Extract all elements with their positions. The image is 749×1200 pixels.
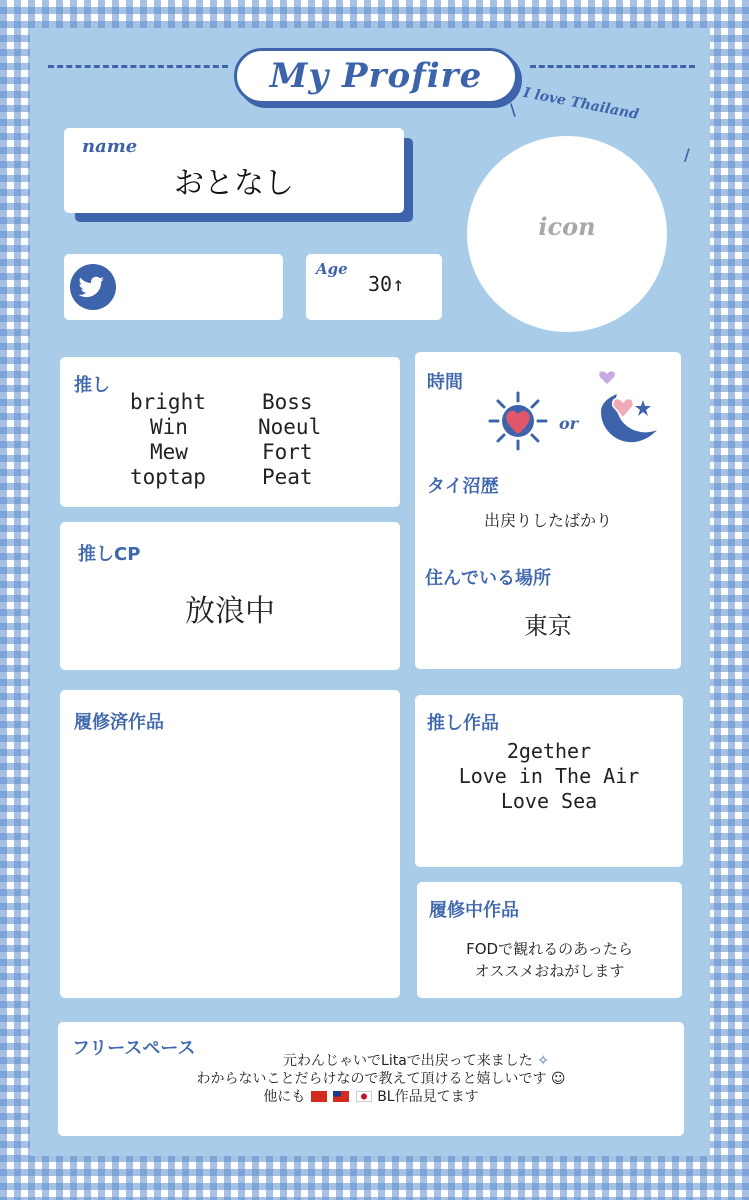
oshi-item: toptap <box>130 465 206 489</box>
free-space-line: 他にも <box>263 1089 306 1105</box>
oshi-list <box>130 390 330 490</box>
watching-works-title: 履修中作品 <box>429 900 519 921</box>
thai-history-value: 出戻りしたばかり <box>483 511 612 530</box>
residence-title: 住んでいる場所 <box>425 568 551 589</box>
completed-works-card <box>60 690 400 998</box>
avatar-placeholder-label: icon <box>538 212 596 241</box>
tagline-slash-left: \ <box>510 100 516 119</box>
sparkle-icon: ✧ <box>537 1053 549 1069</box>
time-history-residence-card <box>415 352 681 669</box>
free-space-text <box>58 1052 684 1106</box>
oshi-item: bright <box>130 390 206 414</box>
smile-icon: ☺ <box>550 1071 566 1087</box>
watching-works-text <box>417 938 682 982</box>
favorite-work-item: 2gether <box>506 739 592 763</box>
oshi-item: Mew <box>150 440 188 464</box>
flag-china-icon <box>311 1091 327 1102</box>
free-space-line: わからないことだらけなので教えて頂けると嬉しいです <box>196 1071 547 1087</box>
free-space-line: BL作品見てます <box>377 1089 479 1105</box>
oshi-item: Peat <box>262 465 313 489</box>
twitter-card <box>64 254 283 320</box>
name-label: name <box>82 136 138 157</box>
completed-works-title: 履修済作品 <box>74 712 164 733</box>
favorite-works-title: 推し作品 <box>427 713 499 734</box>
free-space-line: 元わんじゃいでLitaで出戻って来ました <box>283 1053 533 1069</box>
header-dashed-line-left <box>48 65 228 68</box>
time-or-label: or <box>559 414 579 433</box>
oshi-cp-value: 放浪中 <box>185 594 275 629</box>
residence-value: 東京 <box>524 612 572 640</box>
watching-works-line: オススメおねがします <box>474 962 625 980</box>
header-dashed-line-right <box>530 65 695 68</box>
free-space-card <box>58 1022 684 1136</box>
watching-works-line: FODで観れるのあったら <box>466 940 633 958</box>
flag-taiwan-icon <box>333 1091 349 1102</box>
favorite-works-list <box>415 739 683 814</box>
name-card <box>64 128 404 213</box>
oshi-item: Noeul <box>258 415 322 439</box>
age-value: 30↑ <box>368 272 405 296</box>
page-title: My Profire <box>234 48 518 104</box>
favorite-works-card <box>415 695 683 867</box>
name-value: おとなし <box>174 166 294 201</box>
oshi-item: Boss <box>262 390 313 414</box>
sun-icon <box>487 390 549 452</box>
free-space-title: フリースペース <box>72 1038 196 1059</box>
oshi-title: 推し <box>74 375 110 396</box>
tagline-slash-right: / <box>684 145 690 164</box>
tagline: I love Thailand <box>521 84 641 123</box>
favorite-work-item: Love Sea <box>500 789 598 813</box>
flag-korea-icon <box>356 1091 372 1102</box>
thai-history-title: タイ沼歴 <box>427 476 499 497</box>
oshi-item: Fort <box>262 440 313 464</box>
age-label: Age <box>316 260 348 278</box>
watching-works-card <box>417 882 682 998</box>
moon-icon <box>591 366 661 452</box>
oshi-cp-card <box>60 522 400 670</box>
twitter-icon[interactable] <box>70 264 116 310</box>
favorite-work-item: Love in The Air <box>458 764 640 788</box>
oshi-item: Win <box>150 415 188 439</box>
age-card <box>306 254 442 320</box>
time-title: 時間 <box>427 372 463 393</box>
oshi-cp-title: 推しCP <box>78 544 141 565</box>
